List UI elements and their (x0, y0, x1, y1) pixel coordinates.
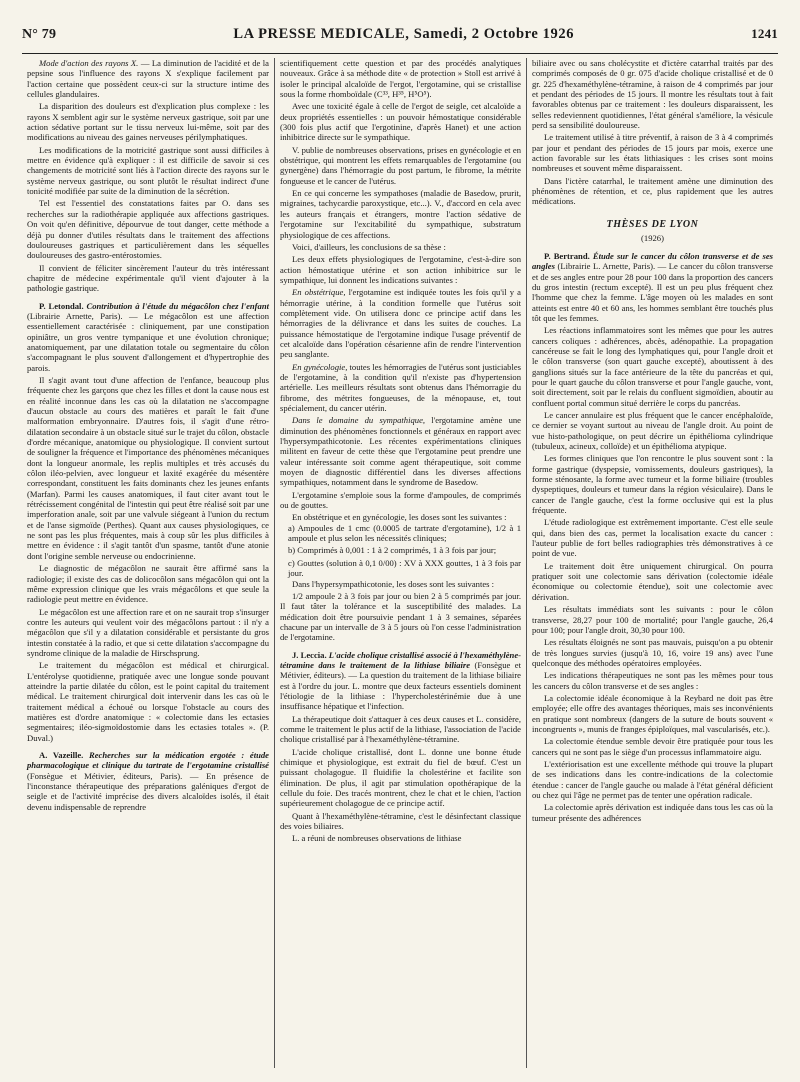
article-title: Étude sur le cancer du côlon transverse et de ses angles (532, 250, 773, 272)
header-rule (22, 53, 778, 54)
paragraph: Avec une toxicité égale à celle de l'ergot de seigle, cet alcaloïde a deux propriétés essentielles : un pouvoir hémostatique considérable (300 fois plus actif que l'ergotinine, d'après Hanet) et une action inhibitrice directe sur le sympathique. (280, 101, 521, 143)
column-2 (274, 58, 526, 1068)
paragraph: Le traitement utilisé à titre préventif, à raison de 3 à 4 comprimés par jour et pendant des périodes de 15 jours par mois, exerce une action favorable sur les états lithiasiques : les crises sont moins nombreuses et souvent même disparaissent. (532, 132, 773, 174)
paragraph-lead: En obstétrique, (292, 287, 346, 298)
paragraph: Le traitement du mégacôlon est médical et chirurgical. L'entérolyse quotidienne, pratiquée avec une longue sonde pouvant atteindre la partie dilatée du côlon, est le point capital du traitement médical. Le traitement chirurgical doit intervenir dans les cas où le traitement médical a échoué ou lorsque l'obstacle au cours des matières est d'ordre anatomique : « colectomie dans les ectasies segmentaires; iléo-sigmoïdostomie dans les ectasies totales ». (P. Duval.) (27, 660, 269, 743)
journal-title (233, 26, 574, 43)
issue-number: N° 79 (22, 27, 57, 42)
paragraph: Les indications thérapeutiques ne sont pas les mêmes pour tous les cancers du côlon transverse et de ses angles : (532, 670, 773, 691)
paragraph: Les résultats immédiats sont les suivants : pour le côlon transverse, 28,27 pour 100 de mortalité; pour l'angle gauche, 26,4 pour 100; pour l'angle droit, 30,30 pour 100. (532, 604, 773, 635)
paragraph: biliaire avec ou sans cholécystite et d'ictère catarrhal traités par des comprimés composés de 0 gr. 075 d'acide cholique cristallisé et de 0 gr. 225 d'hexaméthylène-tétramine, à raison de 4 comprimés par jour et pendant des périodes de 15 jours. Il montre les résultats tout à fait favorables obtenus par ce traitement : les douleurs disparaissent, les selles redeviennent quotidiennes, l'état général s'améliore, la vésicule perd sa sensibilité douloureuse. (532, 58, 773, 131)
paragraph: En ce qui concerne les sympathoses (maladie de Basedow, prurit, migraines, tachycardie paroxystique, etc...). V., d'accord en cela avec les auteurs français et étrangers, montre l'action sédative de l'ergotamine sur l'excitabilité du sympathique, substratum physiologique de ces affections. (280, 188, 521, 240)
paragraph: Les formes cliniques que l'on rencontre le plus souvent sont : la forme gastrique (dyspepsie, vomissements, douleurs gastriques), la forme sténosante, la forme avec tumeur et la forme biliaire (troubles dyspeptiques, douleurs et tumeur dans la région vésiculaire). Dans le cancer de l'angle gauche, c'est la forme occlusive qui est la plus fréquente. (532, 453, 773, 516)
article-title: Contribution à l'étude du mégacôlon chez l'enfant (86, 300, 269, 311)
paragraph: Mode d'action des rayons X. — La diminution de l'acidité et de la pepsine sous l'influence des rayons X s'explique facilement par l'action certaine que possèdent ceux-ci sur la structure intime des cellules glandulaires. (27, 58, 269, 100)
dosage-list (280, 523, 521, 579)
paragraph: Voici, d'ailleurs, les conclusions de sa thèse : (292, 241, 446, 252)
list-item: c) Gouttes (solution à 0,1 0/00) : XV à XXX gouttes, 1 à 3 fois par jour. (288, 557, 521, 579)
paragraph: Dans l'ictère catarrhal, le traitement amène une diminution des phénomènes de rétention, et ce, plus rapidement que les autres médications. (532, 175, 773, 207)
paragraph-lead: En gynécologie, (292, 361, 348, 372)
article-author: A. Vazeille. (39, 750, 84, 760)
paragraph: Tel est l'essentiel des constatations faites par O. dans ses recherches sur la radiothérapie appliquée aux affections gastriques. On voit qu'en définitive, dépourvue de tout danger, cette méthode a déjà pu donner d'utiles résultats dans le traitement des affections douloureuses gastriques et particulièrement dans les séquelles douloureuses des gastro-entérostomies. (27, 198, 269, 261)
article-title: Recherches sur la médication ergotée : étude pharmacologique et clinique du tartrate de l'ergotamine cristallisé (27, 750, 269, 771)
paragraph: Il convient de féliciter sincèrement l'auteur du très intéressant chapitre de médecine expérimentale qu'il vient d'ajouter à la pathologie gastrique. (27, 262, 269, 294)
article-vazeille: A. Vazeille. Recherches sur la médication ergotée : étude pharmacologique et clinique du tartrate de l'ergotamine cristallisé (Fonsègue et Métivier, éditeurs, Paris). — En présence de l'inconstance thérapeutique des préparations galéniques d'ergot de seigle et de l'activité imprécise des divers alcaloïdes isolés, il était devenu indispensable de reprendre (27, 750, 269, 812)
journal-name: LA PRESSE MEDICALE, (233, 26, 410, 42)
paragraph: scientifiquement cette question et par des procédés analytiques nouveaux. Grâce à sa méthode dite « de protection » Stoll est arrivé à isoler le principal alcaloïde de l'ergot, l'ergotamine, qui se cristallise sous la forme rhomboïdale (C³³, H³⁵, H⁵O⁵). (280, 58, 521, 100)
paragraph: Le cancer annulaire est plus fréquent que le cancer encéphaloïde, ce dernier se voyant surtout au niveau de l'angle droit. Au point de vue histo-pathologique, on peut décrire un épithélioma cylindrique (tubuleux, acineux, colloïde) et un épithélioma atypique. (532, 409, 773, 451)
paragraph: L'étude radiologique est extrêmement importante. C'est elle seule qui, dans bien des cas, permet la localisation exacte du cancer : l'auteur publie de fort belles radiographies très démonstratives à ce point de vue. (532, 517, 773, 559)
paragraph: Le diagnostic de mégacôlon ne saurait être affirmé sans la radiologie; il existe des cas de dolicocôlon sans mégacôlon qui ont la même expression clinique que les vrais mégacôlons et que seule la radiologie peut mettre en évidence. (27, 563, 269, 605)
page-number: 1241 (751, 26, 778, 41)
paragraph: En gynécologie, toutes les hémorragies de l'utérus sont justiciables de l'ergotamine, à la condition qu'il n'existe pas d'hypertension artérielle. Les meilleurs résultats sont obtenus dans l'hémorragie du fibrome, des métrites fongueuses, de la ménopause, et, tout spécialement, du cancer utérin. (280, 361, 521, 413)
list-item: a) Ampoules de 1 cmc (0.0005 de tartrate d'ergotamine), 1/2 à 1 ampoule et plus selon les nécessités cliniques; (288, 522, 521, 544)
paragraph: L'acide cholique cristallisé, dont L. donne une bonne étude chimique et physiologique, est extrait du fiel de bœuf. C'est un puissant cholagogue. Il fluidifie la cholestérine et facilite son élimination. De plus, il agit par stimulation opothérapique de la cellule du foie. Des tracés montrent, chez le chat et le chien, l'action supérieurement cholagogue de ce principe actif. (280, 746, 521, 809)
paragraph: 1/2 ampoule 2 à 3 fois par jour ou bien 2 à 5 comprimés par jour. Il faut tâter la tolérance et la susceptibilité des malades. La médication doit être poursuivie pendant 1 à 3 semaines, séparées chacune par un intervalle de 3 à 5 jours où l'on cesse l'administration de l'ergotamine. (280, 590, 521, 643)
article-author: J. Leccia. (292, 649, 327, 660)
article-author: P. Letondal. (39, 300, 84, 311)
column-1 (22, 58, 274, 1068)
paragraph: La colectomie idéale économique à la Reybard ne doit pas être employée; elle offre des avantages théoriques, mais ses inconvénients en pratique sont nombreux (dangers de la suture de bouts souvent « incongruents », munis de franges épiploïques, mal vascularisés, etc.). (532, 692, 773, 734)
article-letondal: P. Letondal. Contribution à l'étude du mégacôlon chez l'enfant (Librairie Arnette, Paris). — Le mégacôlon est une affection essentiellement caractérisée : cliniquement, par une constipation opiniâtre, un gros ventre tympanique et une évolution chronique; anatomiquement, par une dilatation totale ou segmentaire du côlon s'accompagnant le plus souvent d'allongement et d'hypertrophie des parois. (27, 300, 269, 373)
paragraph: La colectomie étendue semble devoir être pratiquée pour tous les cancers qui ne sont pas le siège d'un processus inflammatoire aigu. (532, 736, 773, 757)
article-title: L'acide cholique cristallisé associé à l'hexaméthylène-tétramine dans le traitement de la lithiase biliaire (280, 649, 522, 670)
list-item: b) Comprimés à 0,001 : 1 à 2 comprimés, 1 à 3 fois par jour; (288, 545, 497, 556)
section-year: (1926) (641, 232, 664, 243)
paragraph: V. publie de nombreuses observations, prises en gynécologie et en obstétrique, qui montrent les effets remarquables de l'ergotamine (ou gynergène) dans l'hémorragie du post partum, le fibrome, la métrite fongueuse et le cancer de l'utérus. (280, 144, 521, 186)
section-title: THÈSES DE LYON (606, 218, 699, 230)
paragraph-lead: Dans le domaine du sympathique, (292, 415, 426, 426)
paragraph-lead: Mode d'action des rayons X. (39, 58, 139, 68)
paragraph: L. a réuni de nombreuses observations de lithiase (292, 833, 462, 844)
issue-date: Samedi, 2 Octobre 1926 (413, 26, 575, 42)
article-bertrand: P. Bertrand. Étude sur le cancer du côlon transverse et de ses angles (Librairie L. Arnette, Paris). — Le cancer du côlon transverse et de ses angles entre pour 28 pour 100 dans la proportion des cancers du gros intestin (rectum excepté). Il est un peu plus fréquent chez l'homme que chez la femme. L'âge moyen où les malades en sont atteints est entre 40 et 60 ans, les hommes semblant être touchés plus tôt que les femmes. (532, 250, 773, 323)
paragraph: Le mégacôlon est une affection rare et on ne saurait trop s'insurger contre les auteurs qui veulent voir des mégacôlons partout : il n'y a mégacôlon que s'il y a dilatation considérable et persistante du gros intestin constatée à la radio, et que si cette dilatation s'accompagne du syndrome clinique de la maladie de Hirschsprung. (27, 606, 269, 658)
column-3 (526, 58, 778, 1068)
paragraph: Il s'agit avant tout d'une affection de l'enfance, beaucoup plus fréquente chez les garçons que chez les filles et dont la cause nous est en réalité inconnue dans les cas où la dilatation ne s'accompagne d'aucun obstacle au cours des matières et paraît le fait d'une malformation embryonnaire. D'autres fois, il s'agit d'une rétro-dilatation secondaire à un obstacle situé sur le trajet du côlon, obstacle d'ordre mécanique, anatomique ou physiologique. Il convient surtout de souligner la fréquence et l'importance des phénomènes mécaniques dont la longueur anormale, les replis multiples et très accusés du côlon iléo-pelvien, avec longueur et laxité exagérée du mésentère correspondant, constituent les faits dominants chez les jeunes enfants (Marfan). Parmi les causes anatomiques, il faut citer avant tout le rétrécissement congénital de l'intestin qui peut être réalisé soit par une imperforation anale, soit par une valvule siégeant à l'union du rectum et de l'anse sigmoïde (Perthes). Quant aux causes physiologiques, ce ne sont pas les plus fréquentes, mais à coup sûr les plus difficiles à mettre en évidence : il s'agit tantôt d'un spasme, tantôt d'une atonie dont l'origine semble nerveuse ou endocrinienne. (27, 374, 269, 561)
article-leccia: J. Leccia. L'acide cholique cristallisé associé à l'hexaméthylène-tétramine dans le traitement de la lithiase biliaire (Fonsègue et Métivier, éditeurs). — La question du traitement de la lithiase biliaire est à l'ordre du jour. L. montre que deux facteurs essentiels dominent l'étiologie de la lithiase : l'hypercholestérinémie due à une insuffisance hépatique et l'infection. (280, 649, 522, 712)
article-author: P. Bertrand. (544, 250, 590, 261)
paragraph: Le traitement doit être uniquement chirurgical. On pourra pratiquer soit une colectomie sans dérivation (colectomie idéale économique ou colectomie étendue), soit une colectomie avec dérivation. (532, 560, 773, 602)
paragraph: Les modifications de la motricité gastrique sont aussi difficiles à mettre en évidence qu'à expliquer : il est difficile de savoir si ces changements de motricité sont liés à l'action directe des rayons sur le système nerveux gastrique, ou sont plutôt le résultat indirect d'une tonicité modifiée par suite de la diminution de la sécrétion. (27, 144, 269, 197)
paragraph: En obstétrique, l'ergotamine est indiquée toutes les fois qu'il y a hémorragie utérine, à la condition formelle que l'utérus soit complètement vide. On utilisera donc ce principe actif dans les hémorragies de la délivrance et dans les suites de couches. La puissance hémostatique de l'ergotamine indique l'usage préventif de cet alcaloïde dans l'opération césarienne afin de rendre l'intervention peu sanglante. (280, 287, 521, 360)
paragraph: La colectomie après dérivation est indiquée dans tous les cas où la tumeur présente des adhérences (532, 802, 773, 823)
paragraph: Les réactions inflammatoires sont les mêmes que pour les autres cancers coliques : adhérences, abcès, adénopathie. La propagation cancéreuse se fait le long des lymphatiques qui, pour l'angle droit et le côlon transverse (son quart gauche excepté), aboutissent à des ganglions situés sur la face antérieure de la tête du pancréas et qui, pour le quart gauche du côlon transverse et pour l'angle gauche, vont, soit directement, soit par le relais du confluent sigmoïdien, aboutir au confluent portal commun situé derrière le corps du pancréas. (532, 325, 773, 408)
columns (22, 58, 778, 1068)
paragraph: En obstétrique et en gynécologie, les doses sont les suivantes : (292, 512, 507, 523)
page-header (22, 0, 778, 48)
paragraph: Les résultats éloignés ne sont pas mauvais, puisqu'on a pu obtenir de très longues survies (jusqu'à 10, 16, voire 19 ans) avec l'une quelconque des méthodes opératoires employées. (532, 637, 773, 668)
paragraph: L'ergotamine s'emploie sous la forme d'ampoules, de comprimés ou de gouttes. (280, 489, 521, 511)
paragraph: Dans le domaine du sympathique, l'ergotamine amène une diminution des phénomènes fonctionnels et généraux en rapport avec l'hypersympathicotonie. Les récentes expérimentations cliniques militent en faveur de cette thèse que l'ergotamine peut prendre une valeur intéressante soit comme agent thérapeutique, soit comme moyen de diagnostic différentiel dans les diverses affections sympathiques, notamment dans le syndrome de Basedow. (280, 415, 522, 488)
paragraph: Dans l'hypersympathicotonie, les doses sont les suivantes : (292, 578, 495, 589)
paragraph: La thérapeutique doit s'attaquer à ces deux causes et L. considère, comme le traitement le plus actif de la lithiase, l'association de l'acide cholique cristallisé par à l'hexaméthylène-tétramine. (280, 713, 521, 745)
paragraph: Les deux effets physiologiques de l'ergotamine, c'est-à-dire son action hémostatique utérine et son action inhibitrice sur le sympathique, lui donnent les indications suivantes : (280, 254, 521, 285)
paragraph: L'extériorisation est une excellente méthode qui trouve la plupart de ses indications dans les contre-indications de la colectomie étendue : cancer de l'angle gauche ou malade à l'état général déficient ou chez qui l'âge ne permet pas de tenter une opération radicale. (532, 758, 773, 800)
paragraph: Quant à l'hexaméthylène-tétramine, c'est le désinfectant classique des voies biliaires. (280, 810, 521, 832)
paragraph: La disparition des douleurs est d'explication plus complexe : les rayons X semblent agir sur le système nerveux gastrique, soit par une action sédative portant sur le tissu nerveux lui-même, soit par des modifications au niveau des gaines nerveuses périlymphatiques. (27, 101, 269, 143)
